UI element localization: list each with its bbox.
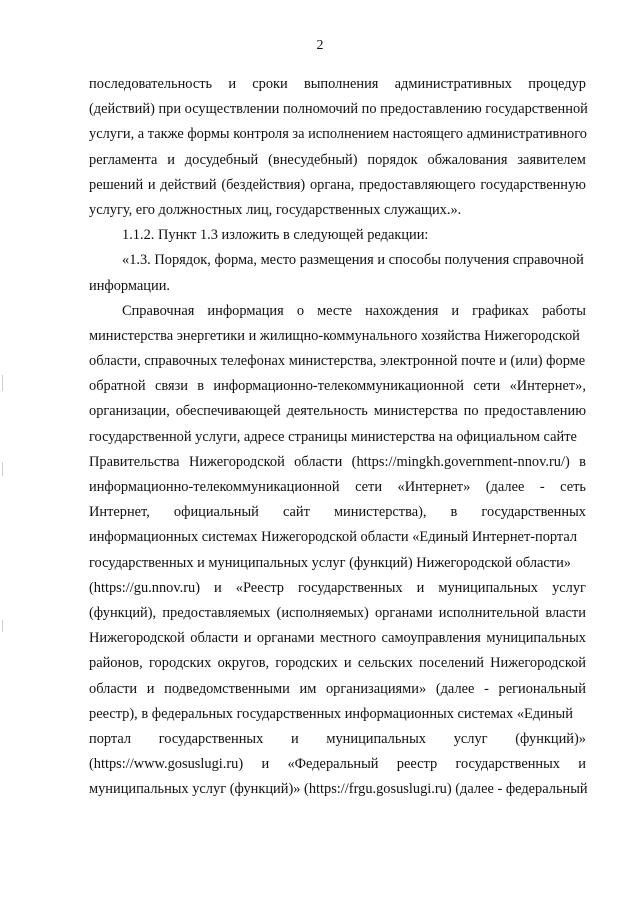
text-word: сельских	[357, 655, 413, 672]
text-line	[89, 752, 586, 777]
text-line	[89, 677, 586, 702]
text-word: сети	[355, 479, 383, 495]
text-word: последовательность	[89, 76, 213, 92]
text-word: реестр	[396, 756, 438, 773]
document-body	[89, 72, 586, 802]
text-line: информационных системах Нижегородской области «Единый Интернет-портал	[89, 529, 578, 546]
text-line: 1.1.2. Пункт 1.3 изложить в следующей редакции:	[122, 227, 429, 244]
text-word: выполнения	[303, 76, 379, 92]
text-word: и	[243, 630, 252, 647]
text-line	[89, 626, 586, 651]
text-word: и	[167, 151, 175, 168]
text-word: нахождения	[365, 302, 439, 319]
text-word: (функций)»	[515, 730, 586, 747]
text-word: досудебный	[184, 151, 259, 168]
text-word: государственных	[298, 579, 403, 596]
text-word: (внесудебный)	[268, 151, 358, 168]
text-word: органами	[256, 630, 315, 647]
text-word: исполнительной	[438, 604, 540, 621]
text-line	[89, 727, 586, 752]
text-word: (https://www.gosuslugi.ru)	[89, 756, 244, 773]
text-word: о	[296, 302, 305, 319]
text-line: государственных и муниципальных услуг (функций) Нижегородской области»	[89, 554, 571, 571]
text-word: сроки	[252, 76, 288, 92]
text-word: им	[299, 680, 317, 697]
text-word: услуг	[552, 579, 586, 596]
text-word: информация	[207, 302, 284, 319]
text-word: городских	[275, 655, 338, 672]
text-word: поселений	[419, 655, 484, 672]
text-word: организации,	[89, 403, 170, 420]
text-word: «Реестр	[235, 579, 284, 596]
text-word: месте	[317, 302, 352, 319]
text-word: (https://mingkh.government-nnov.ru/)	[351, 453, 570, 470]
text-word: сайт	[282, 504, 310, 521]
text-word: порядок	[367, 151, 418, 168]
text-word: подведомственными	[164, 680, 290, 697]
text-word: предоставляемых	[162, 604, 271, 621]
text-word: действий	[160, 176, 217, 193]
margin-scan-mark	[2, 462, 3, 476]
text-word: портал	[89, 730, 132, 747]
text-word: самоуправления	[381, 630, 481, 647]
text-word: и	[343, 655, 352, 672]
text-word: организациями»	[325, 680, 427, 697]
text-line	[89, 374, 586, 399]
text-word: работы	[542, 302, 586, 319]
text-line: реестр), в федеральных государственных информационных системах «Единый	[89, 705, 573, 722]
text-word: власти	[545, 604, 586, 621]
text-word: официальный	[173, 504, 259, 521]
text-word: и	[214, 579, 222, 596]
text-word: муниципальных	[438, 579, 539, 596]
text-line: министерства энергетики и жилищно-коммунального хозяйства Нижегородской	[89, 327, 580, 344]
text-line	[89, 576, 586, 601]
text-line: муниципальных услуг (функций)» (https://frgu.gosuslugi.ru) (далее - федеральный	[89, 781, 588, 798]
text-word: органами	[374, 604, 433, 621]
text-word: сеть	[560, 479, 586, 495]
text-line	[89, 72, 586, 97]
text-word: министерства	[373, 403, 458, 420]
text-line	[89, 500, 586, 525]
text-word: министерства),	[333, 504, 427, 521]
text-word: (исполняемых)	[276, 604, 369, 621]
text-word: по	[463, 403, 479, 420]
text-word: предоставляющего	[359, 176, 476, 193]
text-word: (функций),	[89, 604, 157, 621]
text-word: -	[539, 479, 545, 495]
text-line	[89, 450, 586, 475]
text-word: Нижегородской	[188, 453, 285, 470]
text-word: административных	[394, 76, 513, 92]
text-word: и	[451, 302, 460, 319]
text-word: (далее	[435, 680, 475, 697]
text-line	[89, 651, 586, 676]
text-word: -	[484, 680, 489, 697]
text-word: сети	[473, 378, 501, 395]
text-word: и	[261, 756, 270, 773]
text-word: в	[579, 453, 586, 470]
text-word: Справочная	[122, 302, 195, 319]
margin-scan-mark	[2, 620, 3, 632]
text-word: (https://gu.nnov.ru)	[89, 579, 200, 596]
text-word: (бездействия)	[221, 176, 306, 193]
text-word: обжалования	[427, 151, 508, 168]
text-word: и	[290, 730, 299, 747]
text-word: деятельность	[286, 403, 368, 420]
text-line	[89, 148, 586, 173]
text-word: в	[197, 378, 205, 395]
text-word: муниципальных	[326, 730, 426, 747]
text-word: и	[147, 176, 156, 193]
text-word: и	[228, 76, 237, 92]
text-line: информации.	[89, 277, 170, 294]
text-word: информационно-телекоммуникационной	[213, 378, 464, 395]
text-word: регламента	[89, 151, 158, 168]
margin-scan-mark	[2, 375, 3, 391]
text-word: обеспечивающей	[175, 403, 281, 420]
text-line: «1.3. Порядок, форма, место размещения и способы получения справочной	[122, 252, 584, 269]
text-word: Правительства	[89, 453, 180, 470]
text-word: районов,	[89, 655, 143, 672]
text-line	[89, 601, 586, 626]
text-word: и	[416, 579, 425, 596]
text-word: процедур	[528, 76, 586, 92]
text-word: связи	[154, 378, 188, 395]
text-line: услугу, его должностных лиц, государственных служащих.».	[89, 201, 462, 218]
page-number: 2	[316, 38, 324, 53]
text-word: обратной	[89, 378, 146, 395]
text-word: городских	[149, 655, 212, 672]
text-word: заявителем	[517, 151, 586, 168]
text-word: информационно-телекоммуникационной	[89, 479, 340, 495]
text-line: государственной услуги, адресе страницы министерства на официальном сайте	[89, 428, 577, 445]
text-word: и	[146, 680, 155, 697]
text-word: «Интернет»	[397, 479, 471, 495]
text-word: предоставлению	[484, 403, 586, 420]
text-word: области	[190, 630, 239, 647]
text-line	[89, 399, 586, 424]
text-word: государственных	[455, 756, 560, 773]
text-word: государственных	[158, 730, 264, 747]
text-word: области	[294, 453, 343, 470]
text-word: (далее	[485, 479, 525, 495]
text-word: органа,	[309, 176, 355, 193]
text-word: графиках	[472, 302, 530, 319]
text-line: услуги, а также формы контроля за исполнением настоящего административного	[89, 126, 587, 143]
text-word: региональный	[498, 680, 586, 697]
text-line	[89, 475, 586, 500]
text-line	[89, 299, 586, 324]
text-word: Нижегородской	[490, 655, 586, 672]
text-word: местного	[319, 630, 377, 647]
text-word: «Федеральный	[287, 756, 379, 773]
text-word: и	[578, 756, 586, 773]
text-word: округов,	[217, 655, 270, 672]
text-word: области	[89, 680, 138, 697]
text-line	[89, 173, 586, 198]
text-line: (действий) при осуществлении полномочий по предоставлению государственной	[89, 101, 588, 118]
text-word: государственную	[480, 176, 586, 193]
text-word: Интернет,	[89, 504, 150, 521]
text-word: муниципальных	[486, 630, 586, 647]
text-word: в	[450, 504, 458, 521]
text-word: государственных	[481, 504, 586, 521]
text-word: Нижегородской	[89, 630, 185, 647]
text-word: «Интернет»,	[509, 378, 586, 395]
text-word: решений	[89, 176, 144, 193]
text-word: услуг	[453, 730, 488, 747]
text-line: области, справочных телефонах министерства, электронной почте и (или) форме	[89, 353, 586, 370]
